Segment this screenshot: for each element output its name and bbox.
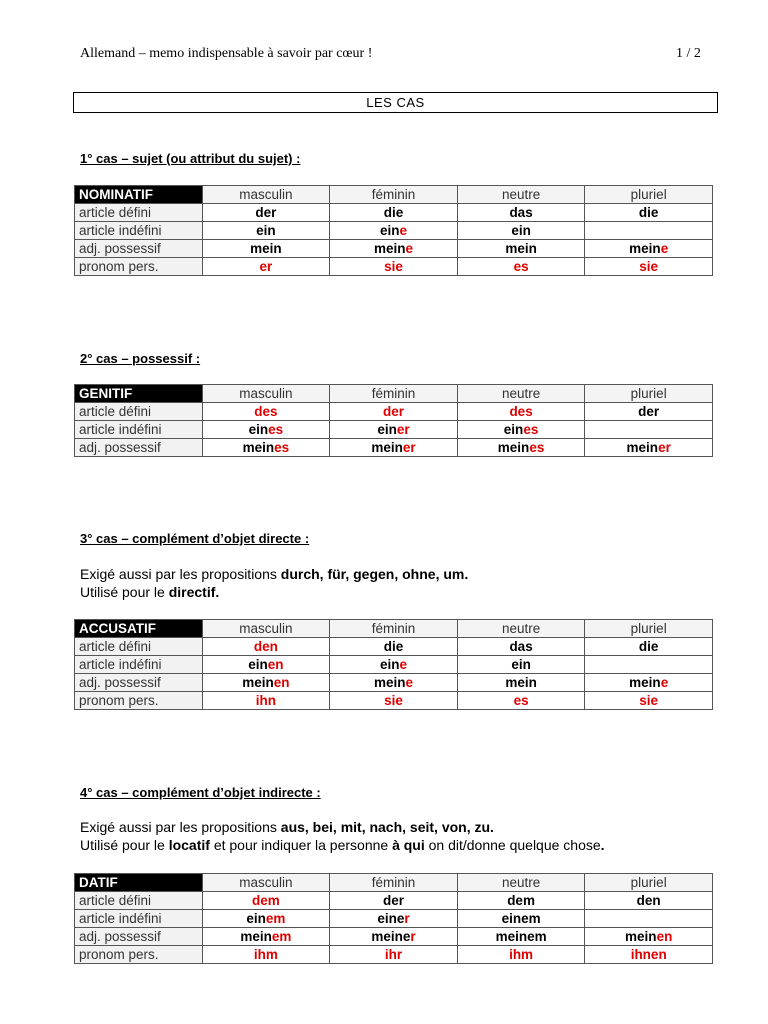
table-cell [585,204,713,222]
bold-text: directif. [168,584,220,600]
ending-text: er [402,440,416,455]
stem-text: mein [625,929,657,944]
stem-text: mein [371,440,403,455]
column-header: masculin [202,186,330,204]
ending-text: e [399,657,407,672]
ending-text: es [529,440,545,455]
table-cell [330,222,458,240]
stem-text: meinem [495,929,547,944]
table-cell [585,928,713,946]
row-label: article défini [75,204,203,222]
table-cell [585,674,713,692]
case-table-datif [74,873,713,964]
table-row [75,928,713,946]
stem-text: ein [377,422,397,437]
ending-text: ihn [255,693,277,708]
table-cell [457,258,585,276]
ending-text: en [273,675,290,690]
section-heading: 1° cas – sujet (ou attribut du sujet) : [80,151,301,166]
section-heading: 3° cas – complément d’objet directe : [80,531,310,546]
table-cell [330,928,458,946]
ending-text: e [660,241,669,256]
table-cell [202,692,330,710]
table-cell [585,258,713,276]
ending-text: des [509,404,533,419]
bold-text: . [600,837,605,853]
table-cell [202,258,330,276]
table-header-row [75,620,713,638]
ending-text: sie [384,693,403,708]
stem-text: der [638,404,660,419]
column-header: neutre [457,874,585,892]
ending-text: es [268,422,284,437]
table-cell [330,692,458,710]
table-cell [585,892,713,910]
ending-text: e [405,675,413,690]
ending-text: e [399,223,407,238]
table-cell [330,946,458,964]
ending-text: sie [639,693,659,708]
table-cell [585,946,713,964]
stem-text: mein [240,929,272,944]
stem-text: ein [248,422,269,437]
table-cell [202,222,330,240]
text: et pour indiquer la personne [209,837,393,853]
table-cell [585,240,713,258]
table-header-row [75,385,713,403]
table-cell [457,892,585,910]
table-cell [585,403,713,421]
case-name: ACCUSATIF [75,620,203,638]
case-name: DATIF [75,874,203,892]
row-label: article indéfini [75,222,203,240]
case-name: GENITIF [75,385,203,403]
column-header: neutre [457,385,585,403]
stem-text: der [382,893,404,908]
document-title: LES CAS [73,92,718,113]
ending-text: den [253,639,278,654]
ending-text: sie [384,259,403,274]
page-number: 1 / 2 [676,46,701,61]
table-row [75,910,713,928]
table-cell [330,403,458,421]
row-label: article indéfini [75,656,203,674]
table-cell [457,928,585,946]
table-cell [457,421,585,439]
row-label: adj. possessif [75,928,203,946]
table-cell [457,439,585,457]
ending-text: ihnen [630,947,667,962]
bold-text: locatif [168,837,210,853]
column-header: féminin [330,186,458,204]
table-cell [585,692,713,710]
stem-text: den [636,893,661,908]
table-cell [457,403,585,421]
table-cell [202,403,330,421]
table-row [75,421,713,439]
ending-text: sie [639,259,659,274]
stem-text: ein [503,422,524,437]
bold-text: à qui [392,837,425,853]
ending-text: es [513,693,529,708]
text: Exigé aussi par les propositions [80,566,281,582]
ending-text: ihr [384,947,403,962]
ending-text: em [271,929,292,944]
stem-text: mein [242,675,274,690]
table-cell [202,946,330,964]
case-table-nominatif [74,185,713,276]
table-cell [202,674,330,692]
ending-text: es [274,440,290,455]
ending-text: er [396,422,410,437]
table-row [75,692,713,710]
stem-text: ein [511,223,531,238]
stem-text: ein [256,223,276,238]
stem-text: mein [250,241,282,256]
table-cell [202,204,330,222]
stem-text: mein [505,675,537,690]
stem-text: der [255,205,277,220]
table-cell [330,910,458,928]
table-cell [457,910,585,928]
table-cell [330,892,458,910]
table-cell [202,240,330,258]
bold-text: durch, für, gegen, ohne, um. [280,566,469,582]
column-header: neutre [457,186,585,204]
table-cell [585,910,713,928]
stem-text: mein [626,440,659,455]
ending-text: ihm [509,947,534,962]
column-header: neutre [457,620,585,638]
stem-text: die [638,639,659,654]
text: Utilisé pour le [80,584,169,600]
ending-text: ihm [253,947,278,962]
row-label: adj. possessif [75,240,203,258]
table-row [75,403,713,421]
table-row [75,946,713,964]
stem-text: ein [246,911,266,926]
stem-text: ein [248,657,268,672]
table-cell [202,910,330,928]
stem-text: die [383,639,404,654]
section-note [80,566,468,583]
ending-text: er [259,259,273,274]
ending-text: r [404,911,410,926]
column-header: masculin [202,620,330,638]
table-cell [457,638,585,656]
stem-text: ein [511,657,531,672]
stem-text: dem [507,893,535,908]
table-cell [330,674,458,692]
ending-text: er [658,440,671,455]
column-header: pluriel [585,874,713,892]
column-header: pluriel [585,620,713,638]
stem-text: das [509,639,533,654]
table-cell [330,240,458,258]
text: on dit/donne quelque chose [424,837,601,853]
table-cell [330,204,458,222]
stem-text: die [383,205,404,220]
ending-text: e [405,241,413,256]
table-cell [585,222,713,240]
table-cell [457,240,585,258]
table-cell [585,656,713,674]
table-row [75,674,713,692]
column-header: masculin [202,874,330,892]
table-cell [330,656,458,674]
column-header: féminin [330,385,458,403]
stem-text: mein [373,675,406,690]
table-row [75,258,713,276]
table-header-row [75,874,713,892]
stem-text: mein [497,440,530,455]
table-cell [330,258,458,276]
ending-text: der [382,404,404,419]
column-header: masculin [202,385,330,403]
section-note [80,819,494,836]
text: Exigé aussi par les propositions [80,819,281,835]
ending-text: dem [252,893,280,908]
table-row [75,240,713,258]
table-cell [457,204,585,222]
table-cell [457,674,585,692]
row-label: article indéfini [75,421,203,439]
table-cell [457,222,585,240]
row-label: article défini [75,892,203,910]
section-note [80,837,605,854]
table-cell [585,638,713,656]
table-cell [202,439,330,457]
table-cell [330,421,458,439]
ending-text: em [265,911,286,926]
ending-text: e [660,675,669,690]
stem-text: mein [629,241,661,256]
case-table-accusatif [74,619,713,710]
ending-text: en [656,929,673,944]
row-label: article défini [75,403,203,421]
page-header-title: Allemand – memo indispensable à savoir par cœur ! [80,46,373,61]
section-heading: 4° cas – complément d’objet indirecte : [80,785,321,800]
table-cell [202,421,330,439]
stem-text: eine [377,911,405,926]
row-label: pronom pers. [75,258,203,276]
ending-text: es [523,422,539,437]
bold-text: aus, bei, mit, nach, seit, von, zu. [280,819,494,835]
case-table-genitif [74,384,713,457]
table-cell [202,656,330,674]
table-cell [585,439,713,457]
case-name: NOMINATIF [75,186,203,204]
stem-text: mein [629,675,661,690]
table-cell [585,421,713,439]
ending-text: r [410,929,416,944]
row-label: pronom pers. [75,692,203,710]
column-header: pluriel [585,385,713,403]
stem-text: mein [373,241,406,256]
table-row [75,204,713,222]
row-label: adj. possessif [75,674,203,692]
section-note [80,584,219,601]
stem-text: das [509,205,533,220]
stem-text: mein [242,440,275,455]
table-cell [330,439,458,457]
table-row [75,892,713,910]
stem-text: die [638,205,659,220]
stem-text: ein [379,657,400,672]
table-cell [202,928,330,946]
table-row [75,656,713,674]
stem-text: meine [371,929,411,944]
table-cell [457,656,585,674]
row-label: pronom pers. [75,946,203,964]
column-header: féminin [330,874,458,892]
row-label: article indéfini [75,910,203,928]
ending-text: es [513,259,529,274]
stem-text: mein [505,241,537,256]
table-cell [457,692,585,710]
column-header: féminin [330,620,458,638]
stem-text: einem [501,911,541,926]
table-row [75,638,713,656]
table-cell [202,892,330,910]
table-cell [330,638,458,656]
table-cell [202,638,330,656]
text: Utilisé pour le [80,837,169,853]
table-row [75,222,713,240]
section-heading: 2° cas – possessif : [80,351,201,366]
row-label: adj. possessif [75,439,203,457]
ending-text: en [267,657,284,672]
table-header-row [75,186,713,204]
column-header: pluriel [585,186,713,204]
stem-text: ein [379,223,400,238]
table-cell [457,946,585,964]
row-label: article défini [75,638,203,656]
table-row [75,439,713,457]
ending-text: des [254,404,278,419]
